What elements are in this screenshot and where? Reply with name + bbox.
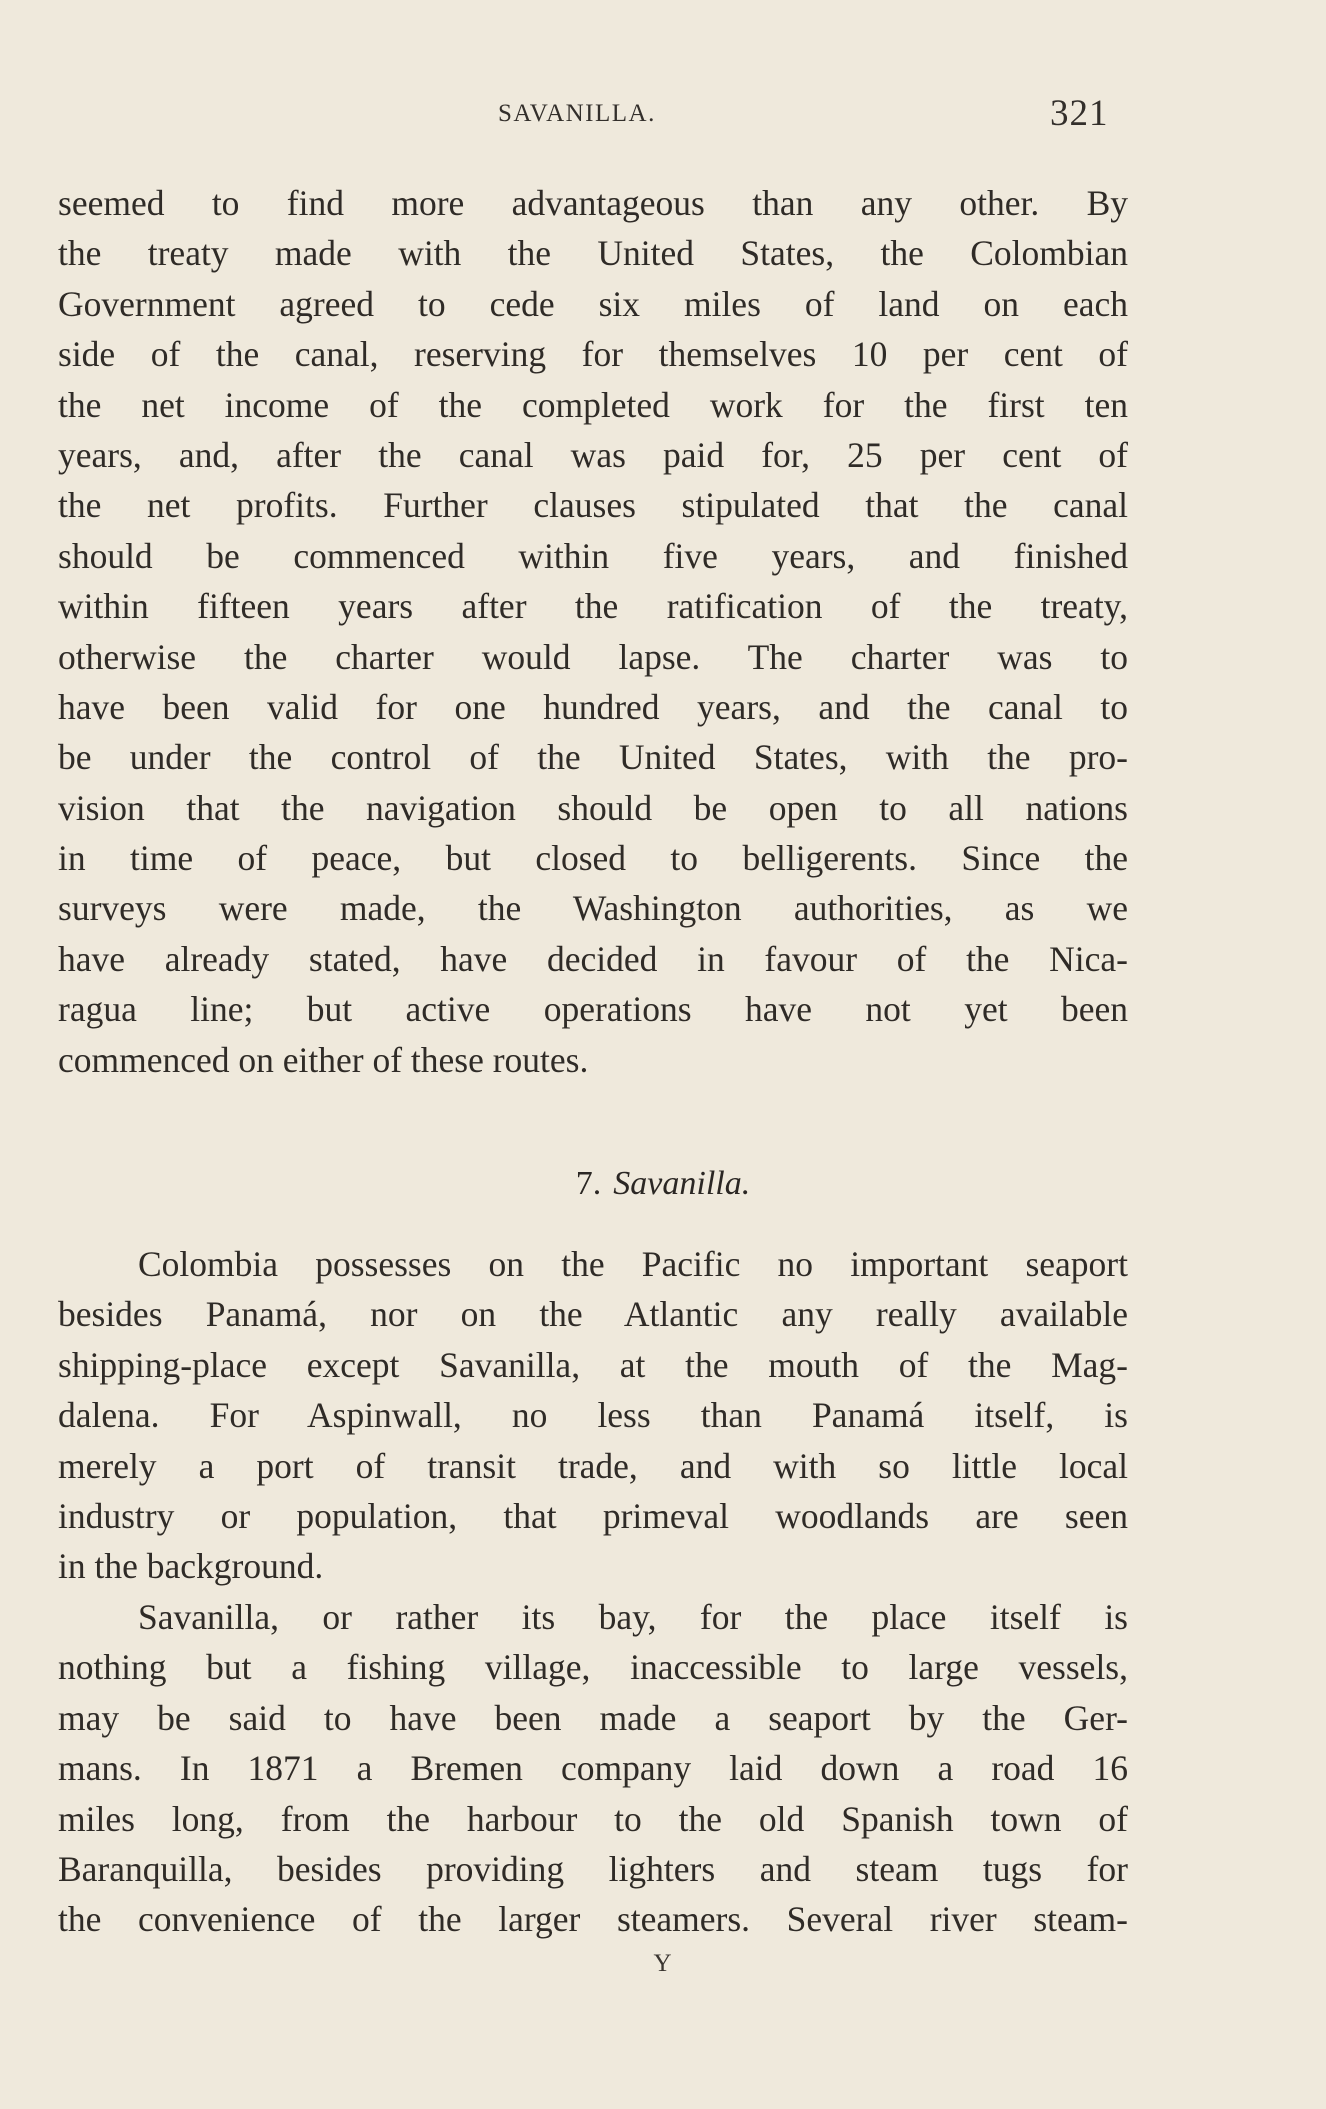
running-header bbox=[0, 92, 1326, 142]
section-title: Savanilla. bbox=[613, 1165, 751, 1202]
text-line: the treaty made with the United States, the Colombian bbox=[58, 233, 1128, 274]
text-line: surveys were made, the Washington authorities, as we bbox=[58, 888, 1128, 929]
text-line: may be said to have been made a seaport by the Ger- bbox=[58, 1697, 1128, 1738]
running-title: SAVANILLA. bbox=[498, 100, 656, 127]
signature-mark: Y bbox=[653, 1950, 673, 1977]
text-line: Colombia possesses on the Pacific no important seaport bbox=[138, 1244, 1128, 1284]
paragraph-colombia bbox=[58, 1239, 1128, 1592]
text-line: the net income of the completed work for the first ten bbox=[58, 384, 1128, 425]
text-line: the convenience of the larger steamers. Several river steam- bbox=[58, 1899, 1128, 1940]
text-line: have been valid for one hundred years, and the canal to bbox=[58, 686, 1128, 727]
text-line: merely a port of transit trade, and with so little local bbox=[58, 1445, 1128, 1486]
text-line: dalena. For Aspinwall, no less than Panamá itself, is bbox=[58, 1395, 1128, 1436]
text-line: besides Panamá, nor on the Atlantic any really available bbox=[58, 1294, 1128, 1335]
text-line: shipping-place except Savanilla, at the mouth of the Mag- bbox=[58, 1344, 1128, 1385]
text-line: in time of peace, but closed to belligerents. Since the bbox=[58, 838, 1128, 879]
text-line: within fifteen years after the ratification of the treaty, bbox=[58, 586, 1128, 627]
text-line: should be commenced within five years, and finished bbox=[58, 535, 1128, 576]
text-line: be under the control of the United States, with the pro- bbox=[58, 737, 1128, 778]
text-line: nothing but a fishing village, inaccessible to large vessels, bbox=[58, 1647, 1128, 1688]
text-line: commenced on either of these routes. bbox=[58, 1039, 589, 1080]
text-line: years, and, after the canal was paid for, 25 per cent of bbox=[58, 434, 1128, 475]
section-number: 7. bbox=[575, 1165, 602, 1202]
text-line: side of the canal, reserving for themselves 10 per cent of bbox=[58, 334, 1128, 375]
text-line: otherwise the charter would lapse. The charter was to bbox=[58, 636, 1128, 677]
text-line: Savanilla, or rather its bay, for the place itself is bbox=[138, 1597, 1128, 1637]
text-line: the net profits. Further clauses stipulated that the canal bbox=[58, 485, 1128, 526]
text-line: have already stated, have decided in favour of the Nica- bbox=[58, 938, 1128, 979]
text-line: Government agreed to cede six miles of land on each bbox=[58, 283, 1128, 324]
section-heading bbox=[0, 1165, 1326, 1215]
text-line: in the background. bbox=[58, 1546, 324, 1587]
page-number: 321 bbox=[1050, 93, 1109, 134]
paragraph-savanilla bbox=[58, 1592, 1128, 1945]
text-line: ragua line; but active operations have not yet been bbox=[58, 989, 1128, 1030]
text-line: miles long, from the harbour to the old Spanish town of bbox=[58, 1798, 1128, 1839]
paragraph-continued bbox=[58, 178, 1128, 1085]
text-line: industry or population, that primeval woodlands are seen bbox=[58, 1495, 1128, 1536]
text-line: seemed to find more advantageous than any other. By bbox=[58, 183, 1128, 223]
text-line: vision that the navigation should be open to all nations bbox=[58, 787, 1128, 828]
text-line: Baranquilla, besides providing lighters and steam tugs for bbox=[58, 1848, 1128, 1889]
text-line: mans. In 1871 a Bremen company laid down a road 16 bbox=[58, 1748, 1128, 1789]
